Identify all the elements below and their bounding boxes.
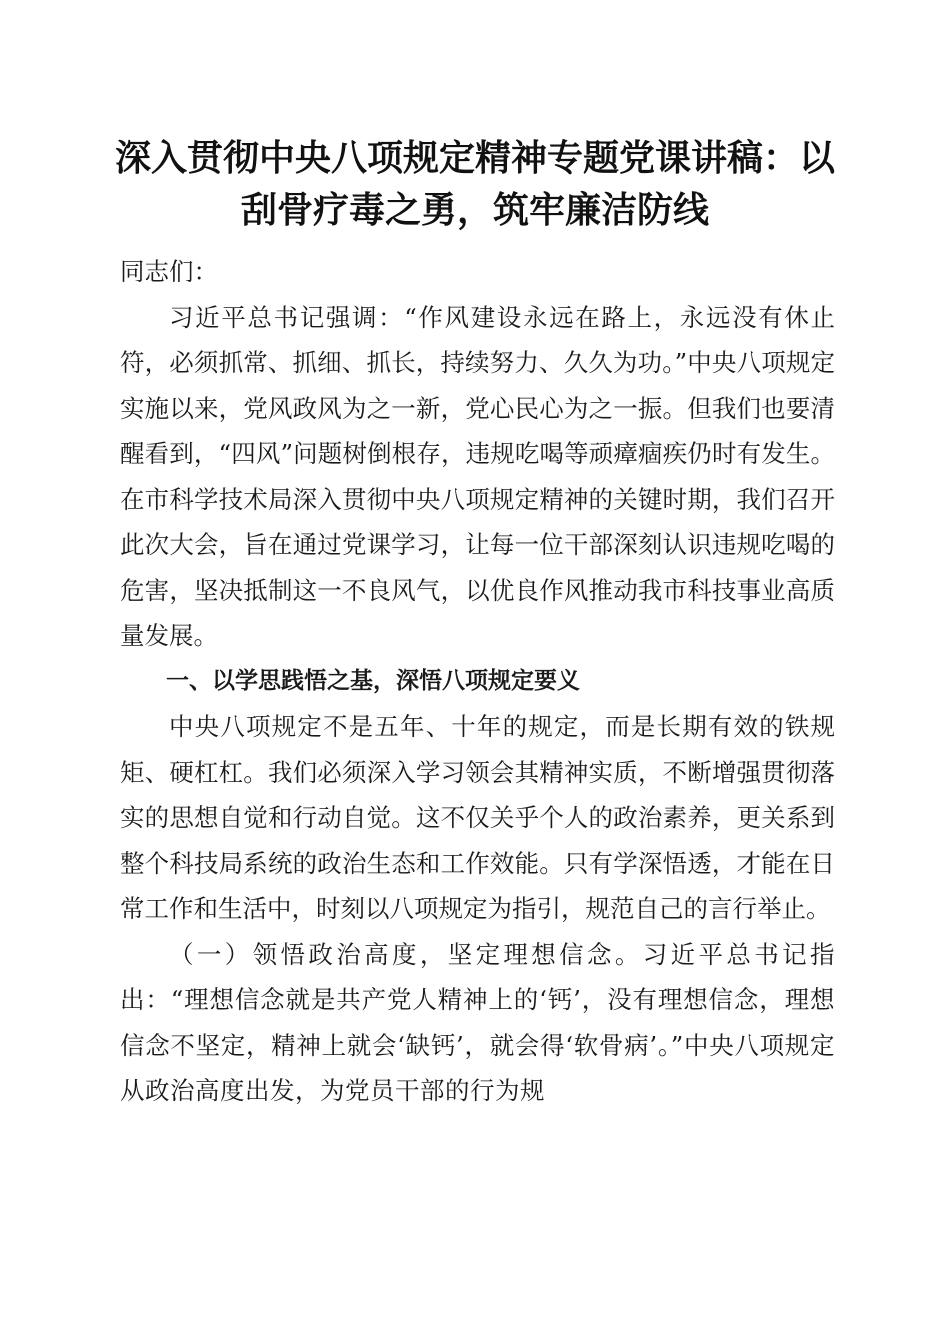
subsection-1-paragraph: （一）领悟政治高度，坚定理想信念。习近平总书记指出：“理想信念就是共产党人精神上的‘钙’，没有理想信念，理想信念不坚定，精神上就会‘缺钙’，就会得‘软骨病’。”中央八项规定从政治高度出发，为党员干部的行为规 [120, 939, 835, 1105]
salutation: 同志们： [120, 257, 218, 286]
section-1-paragraph: 中央八项规定不是五年、十年的规定，而是长期有效的铁规矩、硬杠杠。我们必须深入学习领会其精神实质，不断增强贯彻落实的思想自觉和行动自觉。这不仅关乎个人的政治素养，更关系到整个科技局系统的政治生态和工作效能。只有学深悟透，才能在日常工作和生活中，时刻以八项规定为指引，规范自己的言行举止。 [120, 712, 835, 923]
document-body [120, 249, 835, 1114]
document-title: 深入贯彻中央八项规定精神专题党课讲稿：以刮骨疗毒之勇，筑牢廉洁防线 [114, 137, 835, 231]
section-1-heading: 一、以学思践悟之基，深悟八项规定要义 [166, 667, 580, 694]
intro-paragraph: 习近平总书记强调：“作风建设永远在路上，永远没有休止符，必须抓常、抓细、抓长，持续努力、久久为功。”中央八项规定实施以来，党风政风为之一新，党心民心为之一振。但我们也要清醒看到，“四风”问题树倒根存，违规吃喝等顽瘴痼疾仍时有发生。在市科学技术局深入贯彻中央八项规定精神的关键时期，我们召开此次大会，旨在通过党课学习，让每一位干部深刻认识违规吃喝的危害，坚决抵制这一不良风气，以优良作风推动我市科技事业高质量发展。 [120, 302, 835, 650]
